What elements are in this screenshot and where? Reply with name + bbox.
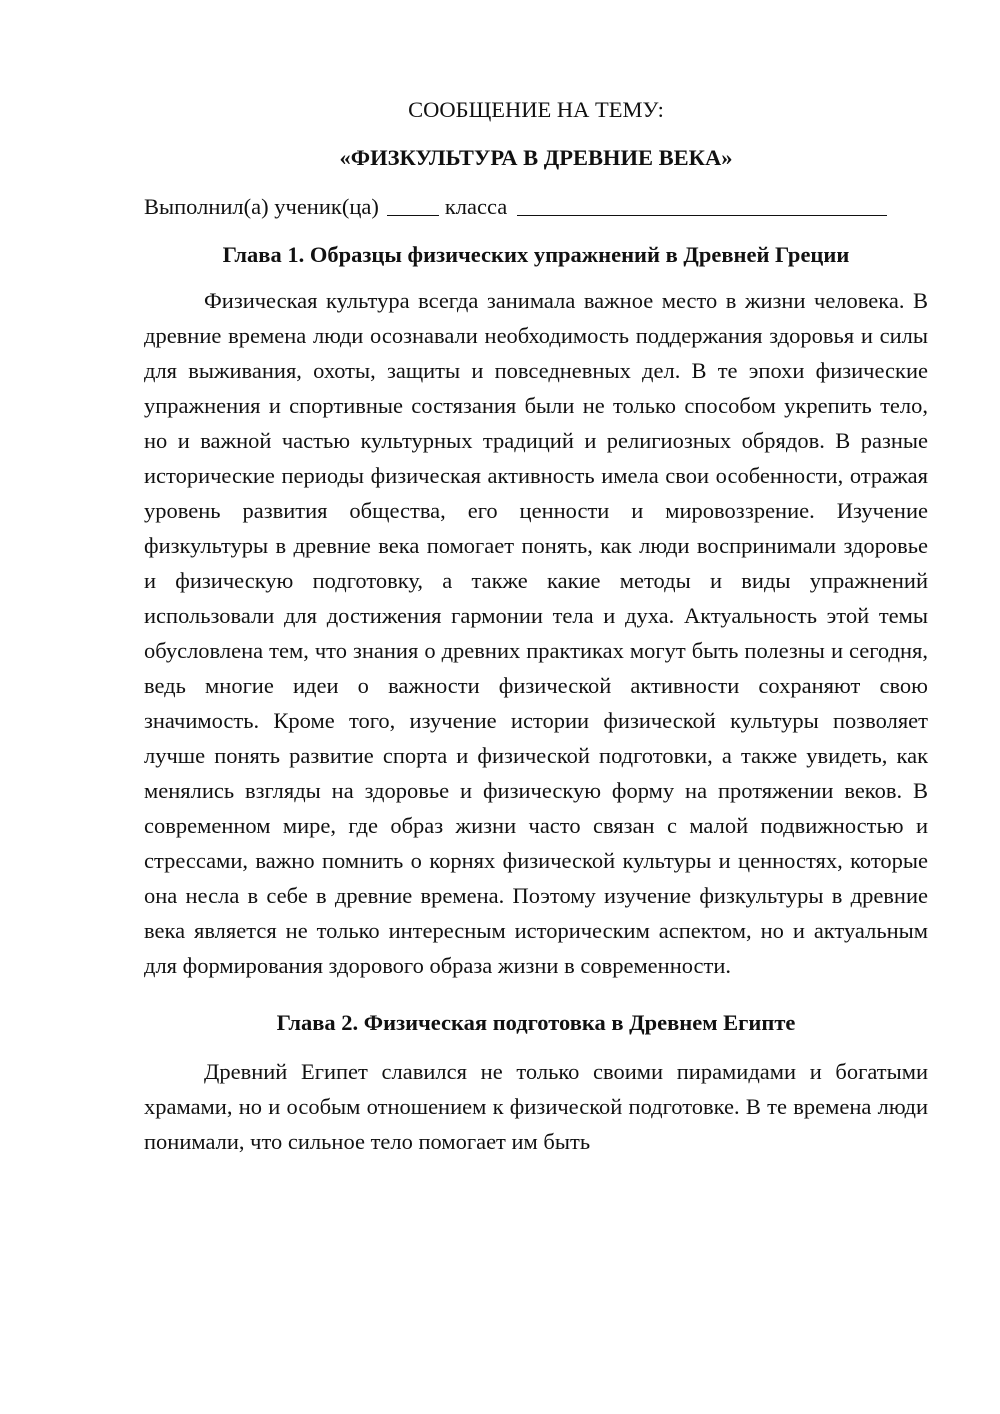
grade-blank bbox=[387, 193, 439, 216]
author-prefix: Выполнил(а) ученик(ца) bbox=[144, 194, 379, 219]
title-line-2: «ФИЗКУЛЬТУРА В ДРЕВНИЕ ВЕКА» bbox=[339, 145, 733, 170]
author-line bbox=[144, 189, 928, 224]
chapter-2-heading: Глава 2. Физическая подготовка в Древнем Египте bbox=[276, 1010, 796, 1035]
author-class-word: класса bbox=[444, 194, 508, 219]
name-blank bbox=[517, 193, 887, 216]
document-page bbox=[144, 92, 928, 1159]
chapter-1-heading: Глава 1. Образцы физических упражнений в Древней Греции bbox=[222, 242, 850, 267]
title-line-1: СООБЩЕНИЕ НА ТЕМУ: bbox=[408, 97, 664, 122]
chapter-2-paragraph: Древний Египет славился не только своими пирамидами и богатыми храмами, но и особым отношением к физической подготовке. В те времена люди понимали, что сильное тело помогает им быть bbox=[144, 1059, 928, 1154]
chapter-1-paragraph: Физическая культура всегда занимала важное место в жизни человека. В древние времена люди осознавали необходимость поддержания здоровья и силы для выживания, охоты, защиты и повседневных дел. В те эпохи физические упражнения и спортивные состязания были не только способом укрепить тело, но и важной частью культурных традиций и религиозных обрядов. В разные исторические периоды физическая активность имела свои особенности, отражая уровень развития общества, его ценности и мировоззрение. Изучение физкультуры в древние века помогает понять, как люди воспринимали здоровье и физическую подготовку, а также какие методы и виды упражнений использовали для достижения гармонии тела и духа. Актуальность этой темы обусловлена тем, что знания о древних практиках могут быть полезны и сегодня, ведь многие идеи о важности физической активности сохраняют свою значимость. Кроме того, изучение истории физической культуры позволяет лучше понять развитие спорта и физической подготовки, а также увидеть, как менялись взгляды на здоровье и физическую форму на протяжении веков. В современном мире, где образ жизни часто связан с малой подвижностью и стрессами, важно помнить о корнях физической культуры и ценностях, которые она несла в себе в древние времена. Поэтому изучение физкультуры в древние века является не только интересным историческим аспектом, но и актуальным для формирования здорового образа жизни в современности. bbox=[144, 288, 928, 978]
